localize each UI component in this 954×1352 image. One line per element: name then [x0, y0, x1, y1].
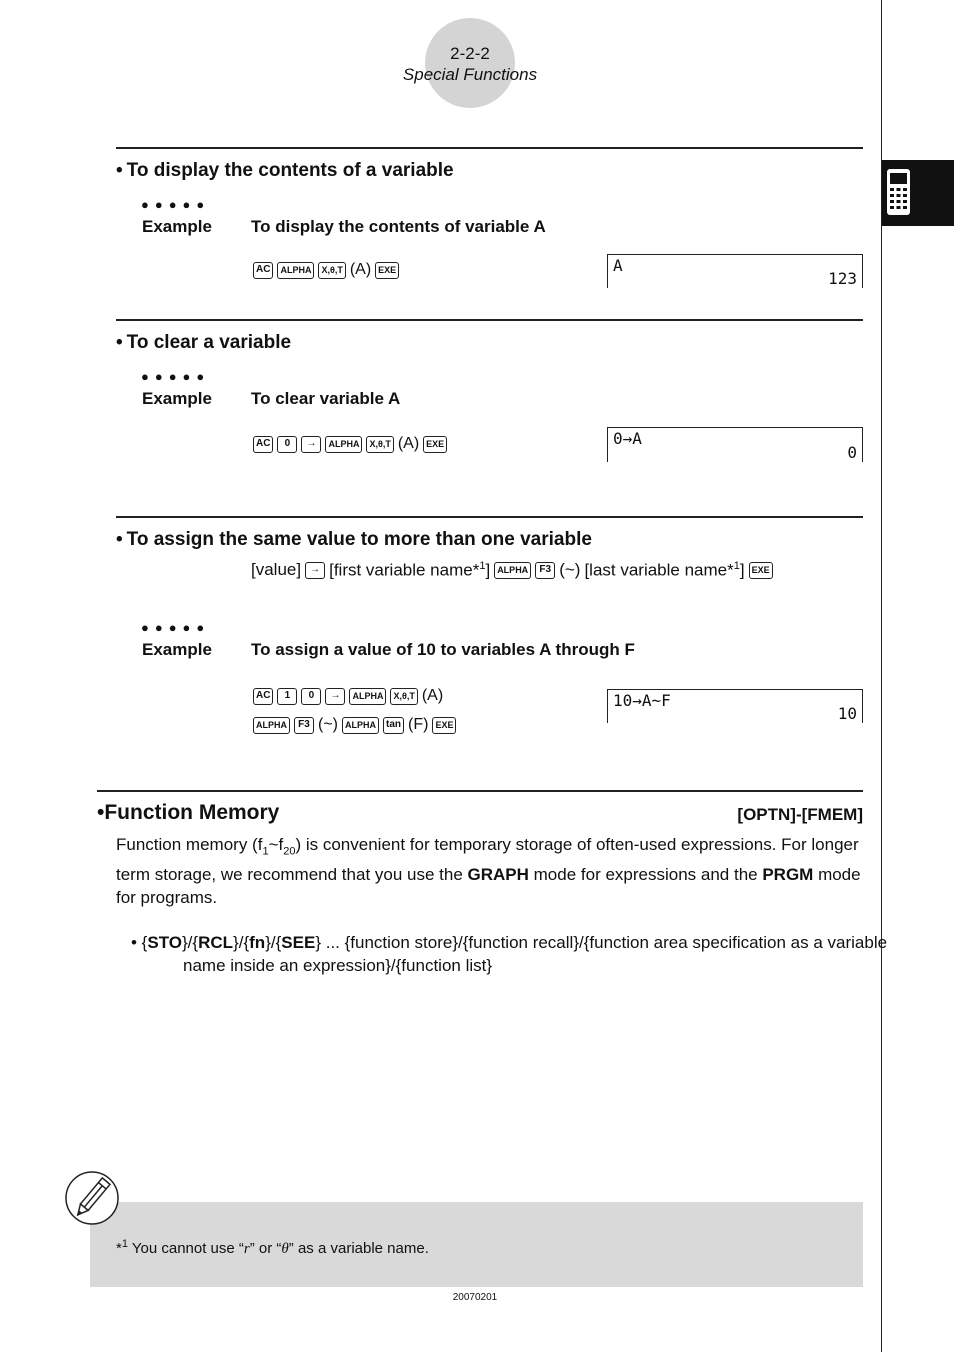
- function-memory-heading: •Function Memory: [97, 801, 280, 824]
- example-description: To assign a value of 10 to variables A through F: [251, 640, 635, 659]
- example-dots-icon: ●●●●●: [141, 369, 211, 384]
- syntax-line: [251, 560, 773, 581]
- calculator-icon: [882, 160, 954, 226]
- section-heading: • To clear a variable: [116, 332, 292, 353]
- section-rule: [116, 516, 863, 518]
- key-exe: EXE: [749, 562, 773, 579]
- example-dots-icon: ●●●●●: [141, 197, 211, 212]
- key-sequence-line-2: [253, 716, 456, 734]
- key-annotation: (A): [421, 687, 444, 704]
- key-alpha: ALPHA: [342, 717, 379, 734]
- key-0: 0: [301, 688, 321, 705]
- key-f3: F3: [294, 717, 314, 734]
- key-arrow: →: [305, 562, 325, 579]
- key-exe: EXE: [423, 436, 447, 453]
- footnote: *$^1$ You cannot use “r” or “θ” as a variable name.: [116, 1238, 429, 1257]
- example-description: To display the contents of variable A: [251, 217, 546, 236]
- key-ac: AC: [253, 262, 273, 279]
- key-f3: F3: [535, 562, 555, 579]
- example-description: To clear variable A: [251, 389, 401, 408]
- key-sequence-line-1: [253, 687, 443, 705]
- section-title: Special Functions: [402, 65, 538, 84]
- key-sequence: [253, 435, 447, 453]
- section-heading: • To assign the same value to more than one variable: [116, 529, 592, 550]
- key-sequence: [253, 261, 399, 279]
- key-1: 1: [277, 688, 297, 705]
- key-xthetat: X,θ,T: [318, 262, 345, 279]
- function-memory-bullet: • {STO}/{RCL}/{fn}/{SEE} ... {function store}/{function recall}/{function area specification as a variable name inside an expression}/{function list}: [131, 933, 888, 975]
- screen-line-1: 0→A: [613, 429, 642, 448]
- bullet-icon: •: [116, 160, 123, 181]
- syntax-value: [value]: [251, 560, 302, 580]
- menu-path: [OPTN]-[FMEM]: [737, 805, 863, 824]
- key-alpha: ALPHA: [253, 717, 290, 734]
- bullet-icon: •: [116, 529, 123, 550]
- page-code: 20070201: [452, 1292, 498, 1303]
- key-annotation: (A): [349, 261, 372, 278]
- key-ac: AC: [253, 436, 273, 453]
- key-arrow: →: [325, 688, 345, 705]
- function-memory-description: Function memory $(f_1\sim f_{20})$ is convenient for temporary storage of often-used expressions. For longer term storage, we recommend that you use the GRAPH mode for expressions and the PRGM mode for programs.: [116, 835, 861, 908]
- screen-line-2: 123: [828, 269, 857, 288]
- screen-line-1: A: [613, 256, 623, 275]
- section-rule: [97, 790, 863, 792]
- calculator-screen: [607, 254, 863, 288]
- key-alpha: ALPHA: [494, 562, 531, 579]
- key-exe: EXE: [432, 717, 456, 734]
- example-label: Example: [142, 640, 212, 659]
- key-alpha: ALPHA: [277, 262, 314, 279]
- key-alpha: ALPHA: [325, 436, 362, 453]
- section-rule: [116, 147, 863, 149]
- screen-line-2: 0: [847, 443, 857, 462]
- syntax-last: [last variable name*$^1$]: [584, 560, 745, 580]
- calculator-screen: [607, 689, 863, 723]
- syntax-first: [first variable name*$^1$]: [329, 560, 491, 580]
- section-heading: • To display the contents of a variable: [116, 160, 454, 181]
- key-exe: EXE: [375, 262, 399, 279]
- calculator-screen: [607, 427, 863, 462]
- screen-line-1: 10→A~F: [613, 691, 671, 710]
- section-number: 2-2-2: [450, 44, 490, 63]
- key-alpha: ALPHA: [349, 688, 386, 705]
- key-annotation: (A): [397, 435, 420, 452]
- screen-line-2: 10: [837, 704, 857, 723]
- key-xthetat: X,θ,T: [366, 436, 393, 453]
- syntax-tilde: (~): [559, 560, 581, 580]
- key-xthetat: X,θ,T: [390, 688, 417, 705]
- key-annotation: (~): [318, 716, 338, 733]
- example-label: Example: [142, 389, 212, 408]
- key-tan: tan: [383, 717, 404, 734]
- key-annotation: (F): [408, 716, 429, 733]
- key-arrow: →: [301, 436, 321, 453]
- chapter-tab: [882, 160, 954, 226]
- key-0: 0: [277, 436, 297, 453]
- pencil-icon: [64, 1170, 122, 1228]
- bullet-icon: •: [97, 801, 105, 824]
- example-label: Example: [142, 217, 212, 236]
- section-rule: [116, 319, 863, 321]
- key-ac: AC: [253, 688, 273, 705]
- example-dots-icon: ●●●●●: [141, 620, 211, 635]
- bullet-icon: •: [116, 332, 123, 353]
